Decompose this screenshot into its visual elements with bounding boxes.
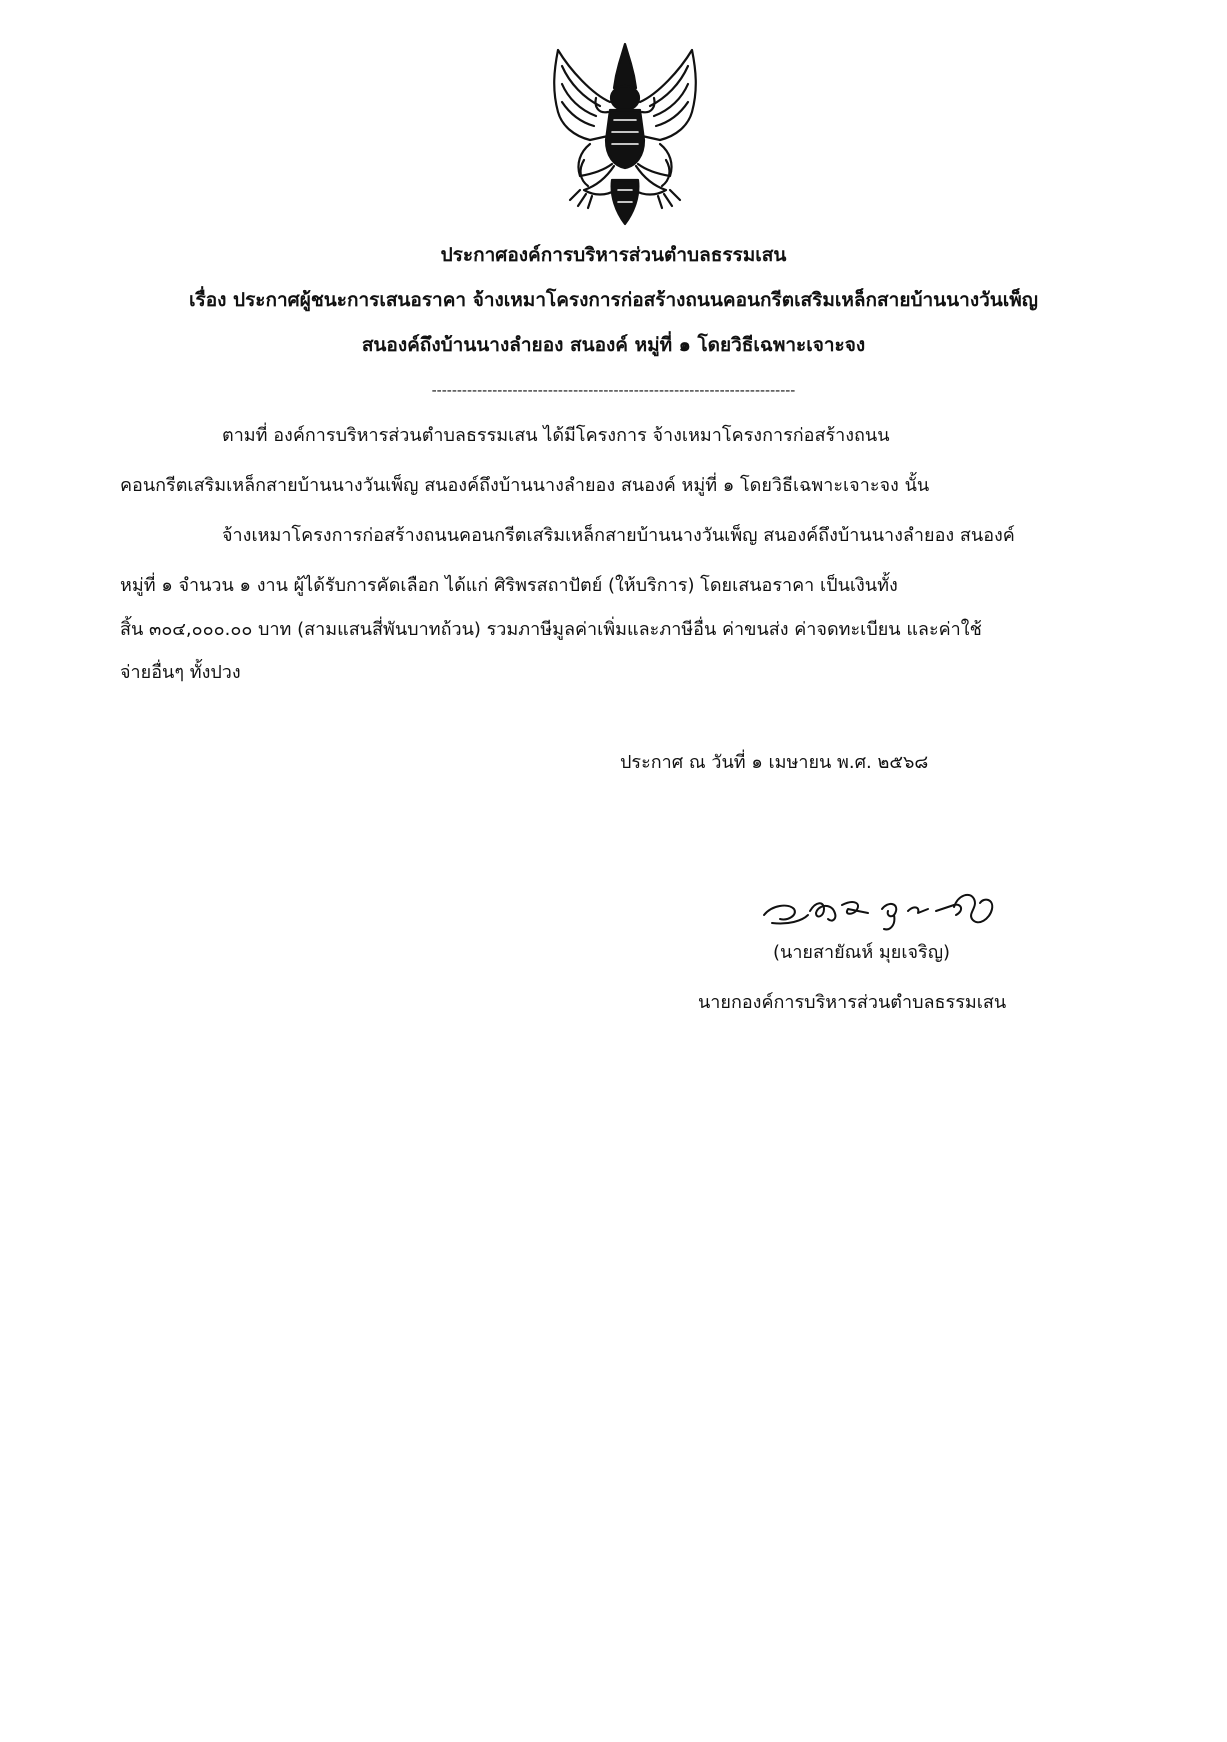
paragraph-2-line-3: สิ้น ๓๐๔,๐๐๐.๐๐ บาท (สามแสนสี่พันบาทถ้วน) รวมภาษีมูลค่าเพิ่มและภาษีอื่น ค่าขนส่ง ค่าจดทะเบียน และค่าใช้ (120, 619, 982, 640)
signer-position: นายกองค์การบริหารส่วนตำบลธรรมเสน (698, 992, 1007, 1013)
announcement-title: ประกาศองค์การบริหารส่วนตำบลธรรมเสน (440, 244, 787, 266)
garuda-emblem-icon (540, 40, 710, 228)
paragraph-1-line-1: ตามที่ องค์การบริหารส่วนตำบลธรรมเสน ได้มีโครงการ จ้างเหมาโครงการก่อสร้างถนน (222, 425, 890, 446)
paragraph-2-line-2: หมู่ที่ ๑ จำนวน ๑ งาน ผู้ได้รับการคัดเลือก ได้แก่ ศิริพรสถาปัตย์ (ให้บริการ) โดยเสนอราคา เป็นเงินทั้ง (120, 575, 898, 596)
paragraph-2-line-4: จ่ายอื่นๆ ทั้งปวง (120, 662, 241, 683)
announcement-date: ประกาศ ณ วันที่ ๑ เมษายน พ.ศ. ๒๕๖๘ (620, 752, 929, 773)
signer-name: (นายสายัณห์ มุยเจริญ) (773, 942, 951, 963)
paragraph-2-line-1: จ้างเหมาโครงการก่อสร้างถนนคอนกรีตเสริมเหล็กสายบ้านนางวันเพ็ญ สนองค์ถึงบ้านนางลำยอง สนองค์ (222, 525, 1015, 546)
handwritten-signature (758, 875, 1018, 935)
announcement-subject-line-2: สนองค์ถึงบ้านนางลำยอง สนองค์ หมู่ที่ ๑ โดยวิธีเฉพาะเจาะจง (361, 334, 866, 356)
announcement-subject-line-1: เรื่อง ประกาศผู้ชนะการเสนอราคา จ้างเหมาโครงการก่อสร้างถนนคอนกรีตเสริมเหล็กสายบ้านนางวันเพ็ญ (189, 289, 1038, 311)
separator-line: ------------------------------------------------------------------------ (431, 383, 796, 399)
paragraph-1-line-2: คอนกรีตเสริมเหล็กสายบ้านนางวันเพ็ญ สนองค์ถึงบ้านนางลำยอง สนองค์ หมู่ที่ ๑ โดยวิธีเฉพาะเจาะจง นั้น (120, 475, 930, 496)
